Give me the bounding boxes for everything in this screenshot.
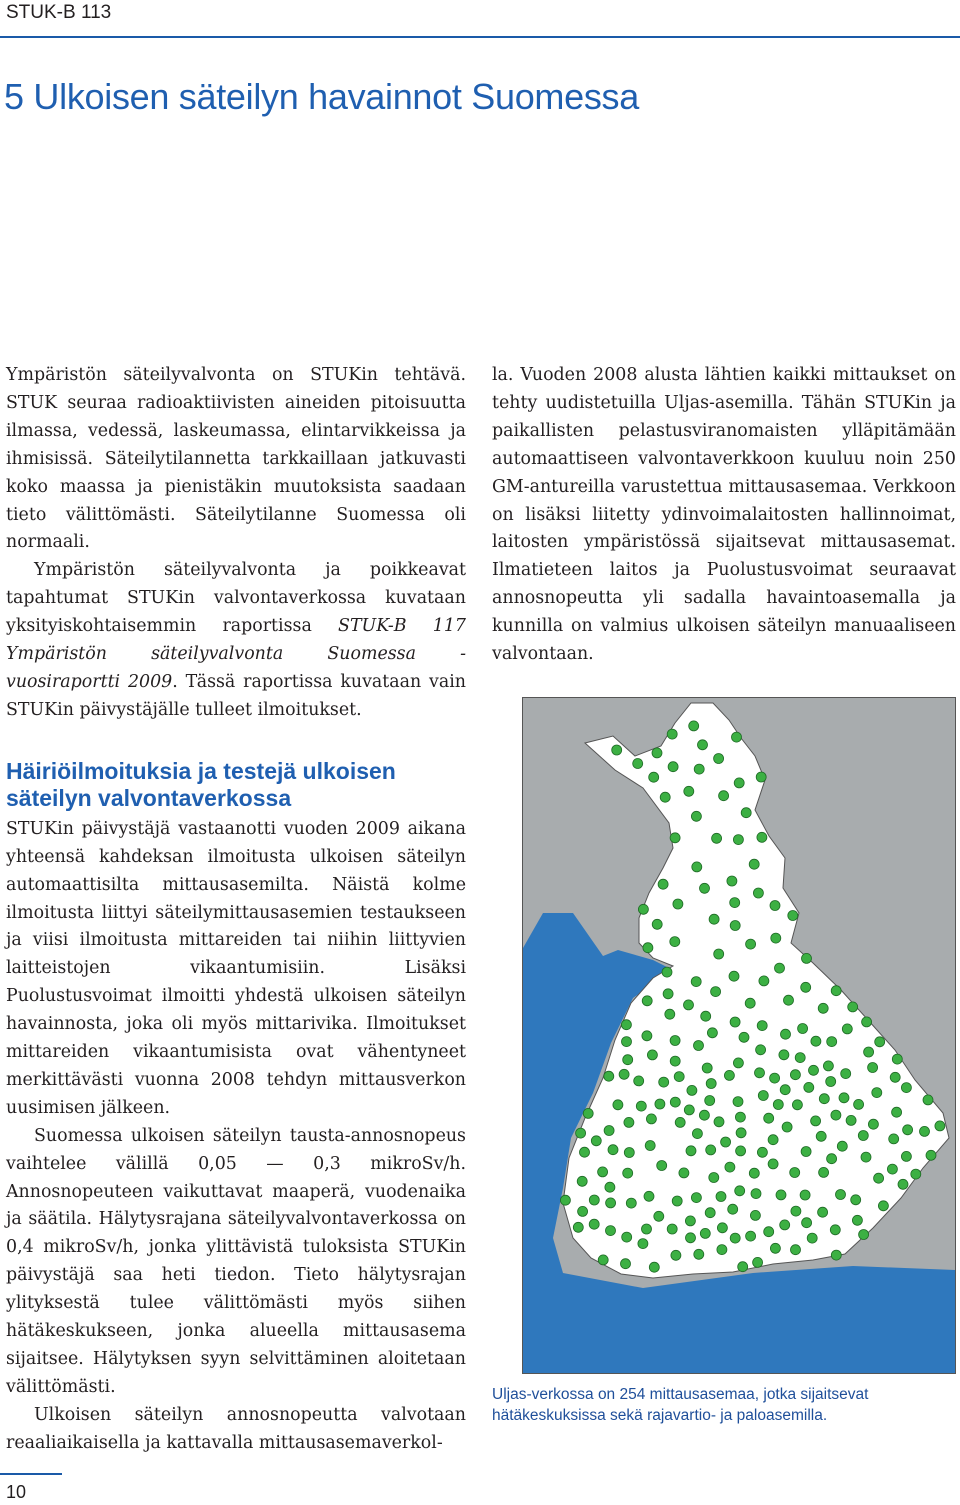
station-dot <box>798 1024 808 1034</box>
station-dot <box>790 1070 800 1080</box>
station-dot <box>819 1094 829 1104</box>
station-dot <box>714 1117 724 1127</box>
station-dot <box>807 1233 817 1243</box>
station-dot <box>809 1065 819 1075</box>
station-dot <box>652 919 662 929</box>
station-dot <box>861 1152 871 1162</box>
station-dot <box>643 943 653 953</box>
station-dot <box>841 1069 851 1079</box>
station-dot <box>730 921 740 931</box>
station-dot <box>728 1204 738 1214</box>
station-dot <box>624 1148 634 1158</box>
station-dot <box>859 1230 869 1240</box>
station-dot <box>638 1239 648 1249</box>
station-dot <box>733 835 743 845</box>
station-dot <box>842 1024 852 1034</box>
station-dot <box>675 1117 685 1127</box>
station-dot <box>692 862 702 872</box>
station-dot <box>642 996 652 1006</box>
station-dot <box>911 1169 921 1179</box>
station-map <box>522 697 956 1374</box>
station-dot <box>901 1151 911 1161</box>
station-dot <box>926 1150 936 1160</box>
station-dot <box>738 1262 748 1272</box>
station-dot <box>647 1050 657 1060</box>
station-dot <box>782 1122 792 1132</box>
station-dot <box>709 914 719 924</box>
station-dot <box>689 721 699 731</box>
station-dot <box>816 1131 826 1141</box>
station-dot <box>741 808 751 818</box>
station-dot <box>598 1167 608 1177</box>
station-dot <box>730 898 740 908</box>
station-dot <box>791 1245 801 1255</box>
station-dot <box>672 1196 682 1206</box>
station-dot <box>598 1255 608 1265</box>
station-dot <box>717 1223 727 1233</box>
station-dot <box>700 1228 710 1238</box>
series-label: STUK-B 113 <box>6 2 112 23</box>
paragraph-uljas: la. Vuoden 2008 alusta lähtien kaikki mittaukset on tehty uudistetuilla Uljas-asemilla. Tähän STUKin ja paikallisten pelastusviranomaisten ylläpitämään automaattiseen valvontaverkkoon kuuluu noin 250 GM-antureilla varustettua mittausasemaa. Verkkoon on lisäksi liitetty ydinvoimalaitosten hallinnoimat, laitosten ympäristössä sijaitsevat mittausasemat. Ilmatieteen laitos ja Puolustusvoimat seuraavat annosnopeutta yli sadalla havaintoasemalla ja kunnilla on valmius ulkoisen säteilyn manuaaliseen valvontaan. <box>492 365 956 665</box>
station-dot <box>576 1128 586 1138</box>
finland-map-graphic <box>523 698 955 1373</box>
station-dot <box>667 1224 677 1234</box>
station-dot <box>831 1250 841 1260</box>
station-dot <box>757 832 767 842</box>
station-dot <box>756 1045 766 1055</box>
station-dot <box>756 772 766 782</box>
station-dot <box>636 1101 646 1111</box>
left-column <box>6 362 466 1458</box>
station-dot <box>898 1179 908 1189</box>
station-dot <box>698 740 708 750</box>
station-dot <box>684 1000 694 1010</box>
paragraph-report-reference <box>6 557 466 724</box>
station-dot <box>659 1077 669 1087</box>
station-dot <box>892 1107 902 1117</box>
station-dot <box>684 1105 694 1115</box>
station-dot <box>851 1195 861 1205</box>
station-dot <box>709 1173 719 1183</box>
station-dot <box>839 1093 849 1103</box>
station-dot <box>848 1002 858 1012</box>
station-dot <box>749 859 759 869</box>
station-dot <box>577 1176 587 1186</box>
station-dot <box>795 1053 805 1063</box>
paragraph-intro: Ympäristön säteilyvalvonta on STUKin tehtävä. STUK seuraa radioaktiivisten aineiden pitoisuutta ilmassa, vedessä, laskeumassa, elintarvikkeissa ja ihmisissä. Säteilytilannetta tarkkaillaan jatkuvasti koko maassa ja pienistäkin muutoksista saadaan tieto välittömästi. Säteilytilanne Suomessa oli normaali. <box>6 365 466 553</box>
station-dot <box>757 1021 767 1031</box>
station-dot <box>668 762 678 772</box>
page-number: 10 <box>6 1482 27 1502</box>
station-dot <box>606 1226 616 1236</box>
station-dot <box>892 1054 902 1064</box>
station-dot <box>665 1009 675 1019</box>
station-dot <box>736 1146 746 1156</box>
station-dot <box>852 1215 862 1225</box>
station-dot <box>706 1145 716 1155</box>
header-rule <box>0 36 960 38</box>
station-dot <box>770 1243 780 1253</box>
station-dot <box>837 1141 847 1151</box>
station-dot <box>634 1076 644 1086</box>
station-dot <box>802 1218 812 1228</box>
station-dot <box>746 1231 756 1241</box>
station-dot <box>827 1037 837 1047</box>
station-dot <box>705 1096 715 1106</box>
station-dot <box>750 1210 760 1220</box>
station-dot <box>670 1097 680 1107</box>
station-dot <box>730 1017 740 1027</box>
station-dot <box>687 1085 697 1095</box>
station-dot <box>730 1233 740 1243</box>
station-dot <box>735 1186 745 1196</box>
station-dot <box>623 1168 633 1178</box>
station-dot <box>811 1036 821 1046</box>
station-dot <box>604 1126 614 1136</box>
station-dot <box>700 883 710 893</box>
station-dot <box>623 1055 633 1065</box>
paragraph-notifications: STUKin päivystäjä vastaanotti vuoden 2009 aikana yhteensä kahdeksan ilmoitusta ulkoisen säteilyn automaattisilta mittausasemilta. Näistä kolme ilmoitusta liittyi säteilymittausasemien testaukseen ja viisi ilmoitusta mittareiden tai niihin liittyvien laitteistojen vikaantumisiin. Lisäksi Puolustusvoimat ilmoitti yhdestä ulkoisen säteilyn havainnosta, joka oli myös mittarivika. Ilmoitukset mittareiden vikaantumisista ovat vähentyneet merkittävästi vuonna 2008 tehdyn mittausverkon uusimisen jälkeen. <box>6 818 466 1118</box>
station-dot <box>663 989 673 999</box>
station-dot <box>721 1137 731 1147</box>
station-dot <box>658 879 668 889</box>
station-dot <box>657 1161 667 1171</box>
station-dot <box>692 1129 702 1139</box>
station-dot <box>638 904 648 914</box>
station-dot <box>890 1072 900 1082</box>
station-dot <box>645 1141 655 1151</box>
station-dot <box>621 1259 631 1269</box>
paragraph-dose-rate: Suomessa ulkoisen säteilyn tausta-annosnopeus vaihtelee välillä 0,05 — 0,3 mikroSv/h. Annosnopeuteen vaikuttavat maaperä, vuodenaika ja säätila. Hälytysrajana säteilyvalvontaverkossa on 0,4 mikroSv/h, jonka ylittävistä tuloksista STUKin päivystäjä saa heti tiedon. Tieto hälytysrajan ylityksestä tulee välittömästi myös siihen hätäkeskukseen, jonka alueella mittausasema sijaitsee. Hälytyksen syyn selvittäminen aloitetaan välittömästi. <box>6 1125 466 1397</box>
station-dot <box>878 1201 888 1211</box>
station-dot <box>580 1147 590 1157</box>
station-dot <box>622 1037 632 1047</box>
station-dot <box>699 1110 709 1120</box>
station-dot <box>633 759 643 769</box>
station-dot <box>608 1145 618 1155</box>
station-dot <box>714 754 724 764</box>
station-dot <box>724 1070 734 1080</box>
station-dot <box>773 1100 783 1110</box>
station-dot <box>776 1190 786 1200</box>
station-dot <box>770 1073 780 1083</box>
station-dot <box>802 953 812 963</box>
station-dot <box>757 1147 767 1157</box>
report-text-a: Ympäristön säteilyvalvonta ja poikkeavat tapahtumat STUKin valvontaverkossa kuvataan yksityiskohtaisemmin raportissa <box>6 560 466 637</box>
station-dot <box>753 1257 763 1267</box>
station-dot <box>889 1134 899 1144</box>
station-dot <box>901 1083 911 1093</box>
station-dot <box>746 939 756 949</box>
station-dot <box>649 772 659 782</box>
station-dot <box>935 1121 945 1131</box>
station-dot <box>694 764 704 774</box>
station-dot <box>673 899 683 909</box>
station-dot <box>780 1220 790 1230</box>
station-dot <box>624 1117 634 1127</box>
station-dot <box>717 1245 727 1255</box>
station-dot <box>660 792 670 802</box>
station-dot <box>755 1068 765 1078</box>
station-dot <box>667 729 677 739</box>
station-dot <box>745 998 755 1008</box>
station-dot <box>686 1233 696 1243</box>
station-dot <box>872 1088 882 1098</box>
station-dot <box>589 1219 599 1229</box>
station-dot <box>670 833 680 843</box>
station-dot <box>646 1114 656 1124</box>
station-dot <box>826 1077 836 1087</box>
station-dot <box>655 1099 665 1109</box>
station-dot <box>654 1211 664 1221</box>
station-dot <box>864 1047 874 1057</box>
report-title: STUK-B 117 Ympäristön säteilyvalvonta Suomessa - vuosiraportti 2009 <box>6 616 466 692</box>
station-dot <box>622 1232 632 1242</box>
station-dot <box>694 1041 704 1051</box>
station-dot <box>764 1113 774 1123</box>
station-dot <box>831 986 841 996</box>
station-dot <box>591 1136 601 1146</box>
station-dot <box>759 976 769 986</box>
station-dot <box>780 1085 790 1095</box>
station-dot <box>716 1192 726 1202</box>
station-dot <box>823 1061 833 1071</box>
station-dot <box>868 1063 878 1073</box>
right-column <box>492 362 956 669</box>
station-dot <box>854 1099 864 1109</box>
station-dot <box>589 1195 599 1205</box>
station-dot <box>662 967 672 977</box>
station-dot <box>779 1050 789 1060</box>
station-dot <box>679 1168 689 1178</box>
station-dot <box>619 1069 629 1079</box>
station-dot <box>670 1036 680 1046</box>
report-text-b: . Tässä raportissa kuvataan vain STUKin päivystäjälle tulleet ilmoitukset. <box>6 671 467 720</box>
station-dot <box>768 1135 778 1145</box>
station-dot <box>691 1193 701 1203</box>
station-dot <box>804 1082 814 1092</box>
station-dot <box>800 1190 810 1200</box>
station-dot <box>702 1063 712 1073</box>
station-dot <box>671 1250 681 1260</box>
station-dot <box>732 732 742 742</box>
station-dot <box>604 1071 614 1081</box>
station-dot <box>818 1207 828 1217</box>
station-dot <box>714 949 724 959</box>
station-dot <box>830 1225 840 1235</box>
station-dot <box>652 748 662 758</box>
station-dot <box>758 1091 768 1101</box>
station-dot <box>613 1100 623 1110</box>
station-dot <box>583 1108 593 1118</box>
station-dot <box>707 1028 717 1038</box>
station-dot <box>685 1216 695 1226</box>
station-dot <box>827 1154 837 1164</box>
station-dot <box>770 901 780 911</box>
station-dot <box>792 1100 802 1110</box>
station-dot <box>831 1110 841 1120</box>
station-dot <box>791 1206 801 1216</box>
station-dot <box>670 937 680 947</box>
station-dot <box>670 1056 680 1066</box>
station-dot <box>771 933 781 943</box>
station-dot <box>606 1198 616 1208</box>
station-dot <box>719 791 729 801</box>
station-dot <box>736 1128 746 1138</box>
station-dot <box>781 1029 791 1039</box>
station-dot <box>733 1058 743 1068</box>
section-subheading: Häiriöilmoituksia ja testejä ulkoisen säteilyn valvontaverkossa <box>6 757 396 811</box>
station-dot <box>674 1072 684 1082</box>
station-dot <box>573 1222 583 1232</box>
chapter-title: 5 Ulkoisen säteilyn havainnot Suomessa <box>4 76 639 117</box>
station-dot <box>818 1003 828 1013</box>
paragraph-network: Ulkoisen säteilyn annosnopeutta valvotaan reaaliaikaisella ja kattavalla mittausasemaverkol- <box>6 1404 466 1453</box>
station-dot <box>725 1162 735 1172</box>
station-dot <box>751 1189 761 1199</box>
station-dot <box>612 745 622 755</box>
station-dot <box>691 811 701 821</box>
station-dot <box>858 1131 868 1141</box>
station-dot <box>727 876 737 886</box>
station-dot <box>705 1208 715 1218</box>
station-dot <box>701 1011 711 1021</box>
station-dot <box>788 911 798 921</box>
station-dot <box>753 888 763 898</box>
station-dot <box>920 1126 930 1136</box>
station-dot <box>836 1190 846 1200</box>
station-dot <box>649 1262 659 1272</box>
station-dot <box>749 1168 759 1178</box>
station-dot <box>733 1097 743 1107</box>
station-dot <box>868 1119 878 1129</box>
station-dot <box>691 977 701 987</box>
station-dot <box>764 1227 774 1237</box>
station-dot <box>846 1115 856 1125</box>
station-dot <box>862 1017 872 1027</box>
station-dot <box>784 995 794 1005</box>
map-caption: Uljas-verkossa on 254 mittausasemaa, jotka sijaitsevat hätäkeskuksissa sekä rajavartio- ja paloasemilla. <box>492 1386 869 1424</box>
station-dot <box>768 1159 778 1169</box>
station-dot <box>626 1198 636 1208</box>
station-dot <box>819 1167 829 1177</box>
station-dot <box>875 1037 885 1047</box>
station-dot <box>560 1195 570 1205</box>
station-dot <box>775 963 785 973</box>
station-dot <box>684 786 694 796</box>
station-dot <box>712 833 722 843</box>
station-dot <box>711 987 721 997</box>
station-dot <box>801 982 811 992</box>
station-dot <box>874 1173 884 1183</box>
station-dot <box>621 1020 631 1030</box>
footer-rule <box>0 1473 62 1475</box>
station-dot <box>642 1224 652 1234</box>
station-dot <box>903 1125 913 1135</box>
station-dot <box>739 1032 749 1042</box>
station-dot <box>790 1168 800 1178</box>
station-dot <box>887 1164 897 1174</box>
station-dot <box>642 1031 652 1041</box>
station-dot <box>811 1116 821 1126</box>
station-dot <box>694 1249 704 1259</box>
station-dot <box>605 1182 615 1192</box>
station-dot <box>706 1079 716 1089</box>
station-dot <box>578 1206 588 1216</box>
station-dot <box>801 1147 811 1157</box>
station-dot <box>734 778 744 788</box>
station-dot <box>644 1191 654 1201</box>
station-dot <box>735 1112 745 1122</box>
station-dot <box>729 971 739 981</box>
station-dot <box>923 1095 933 1105</box>
station-dot <box>686 1146 696 1156</box>
